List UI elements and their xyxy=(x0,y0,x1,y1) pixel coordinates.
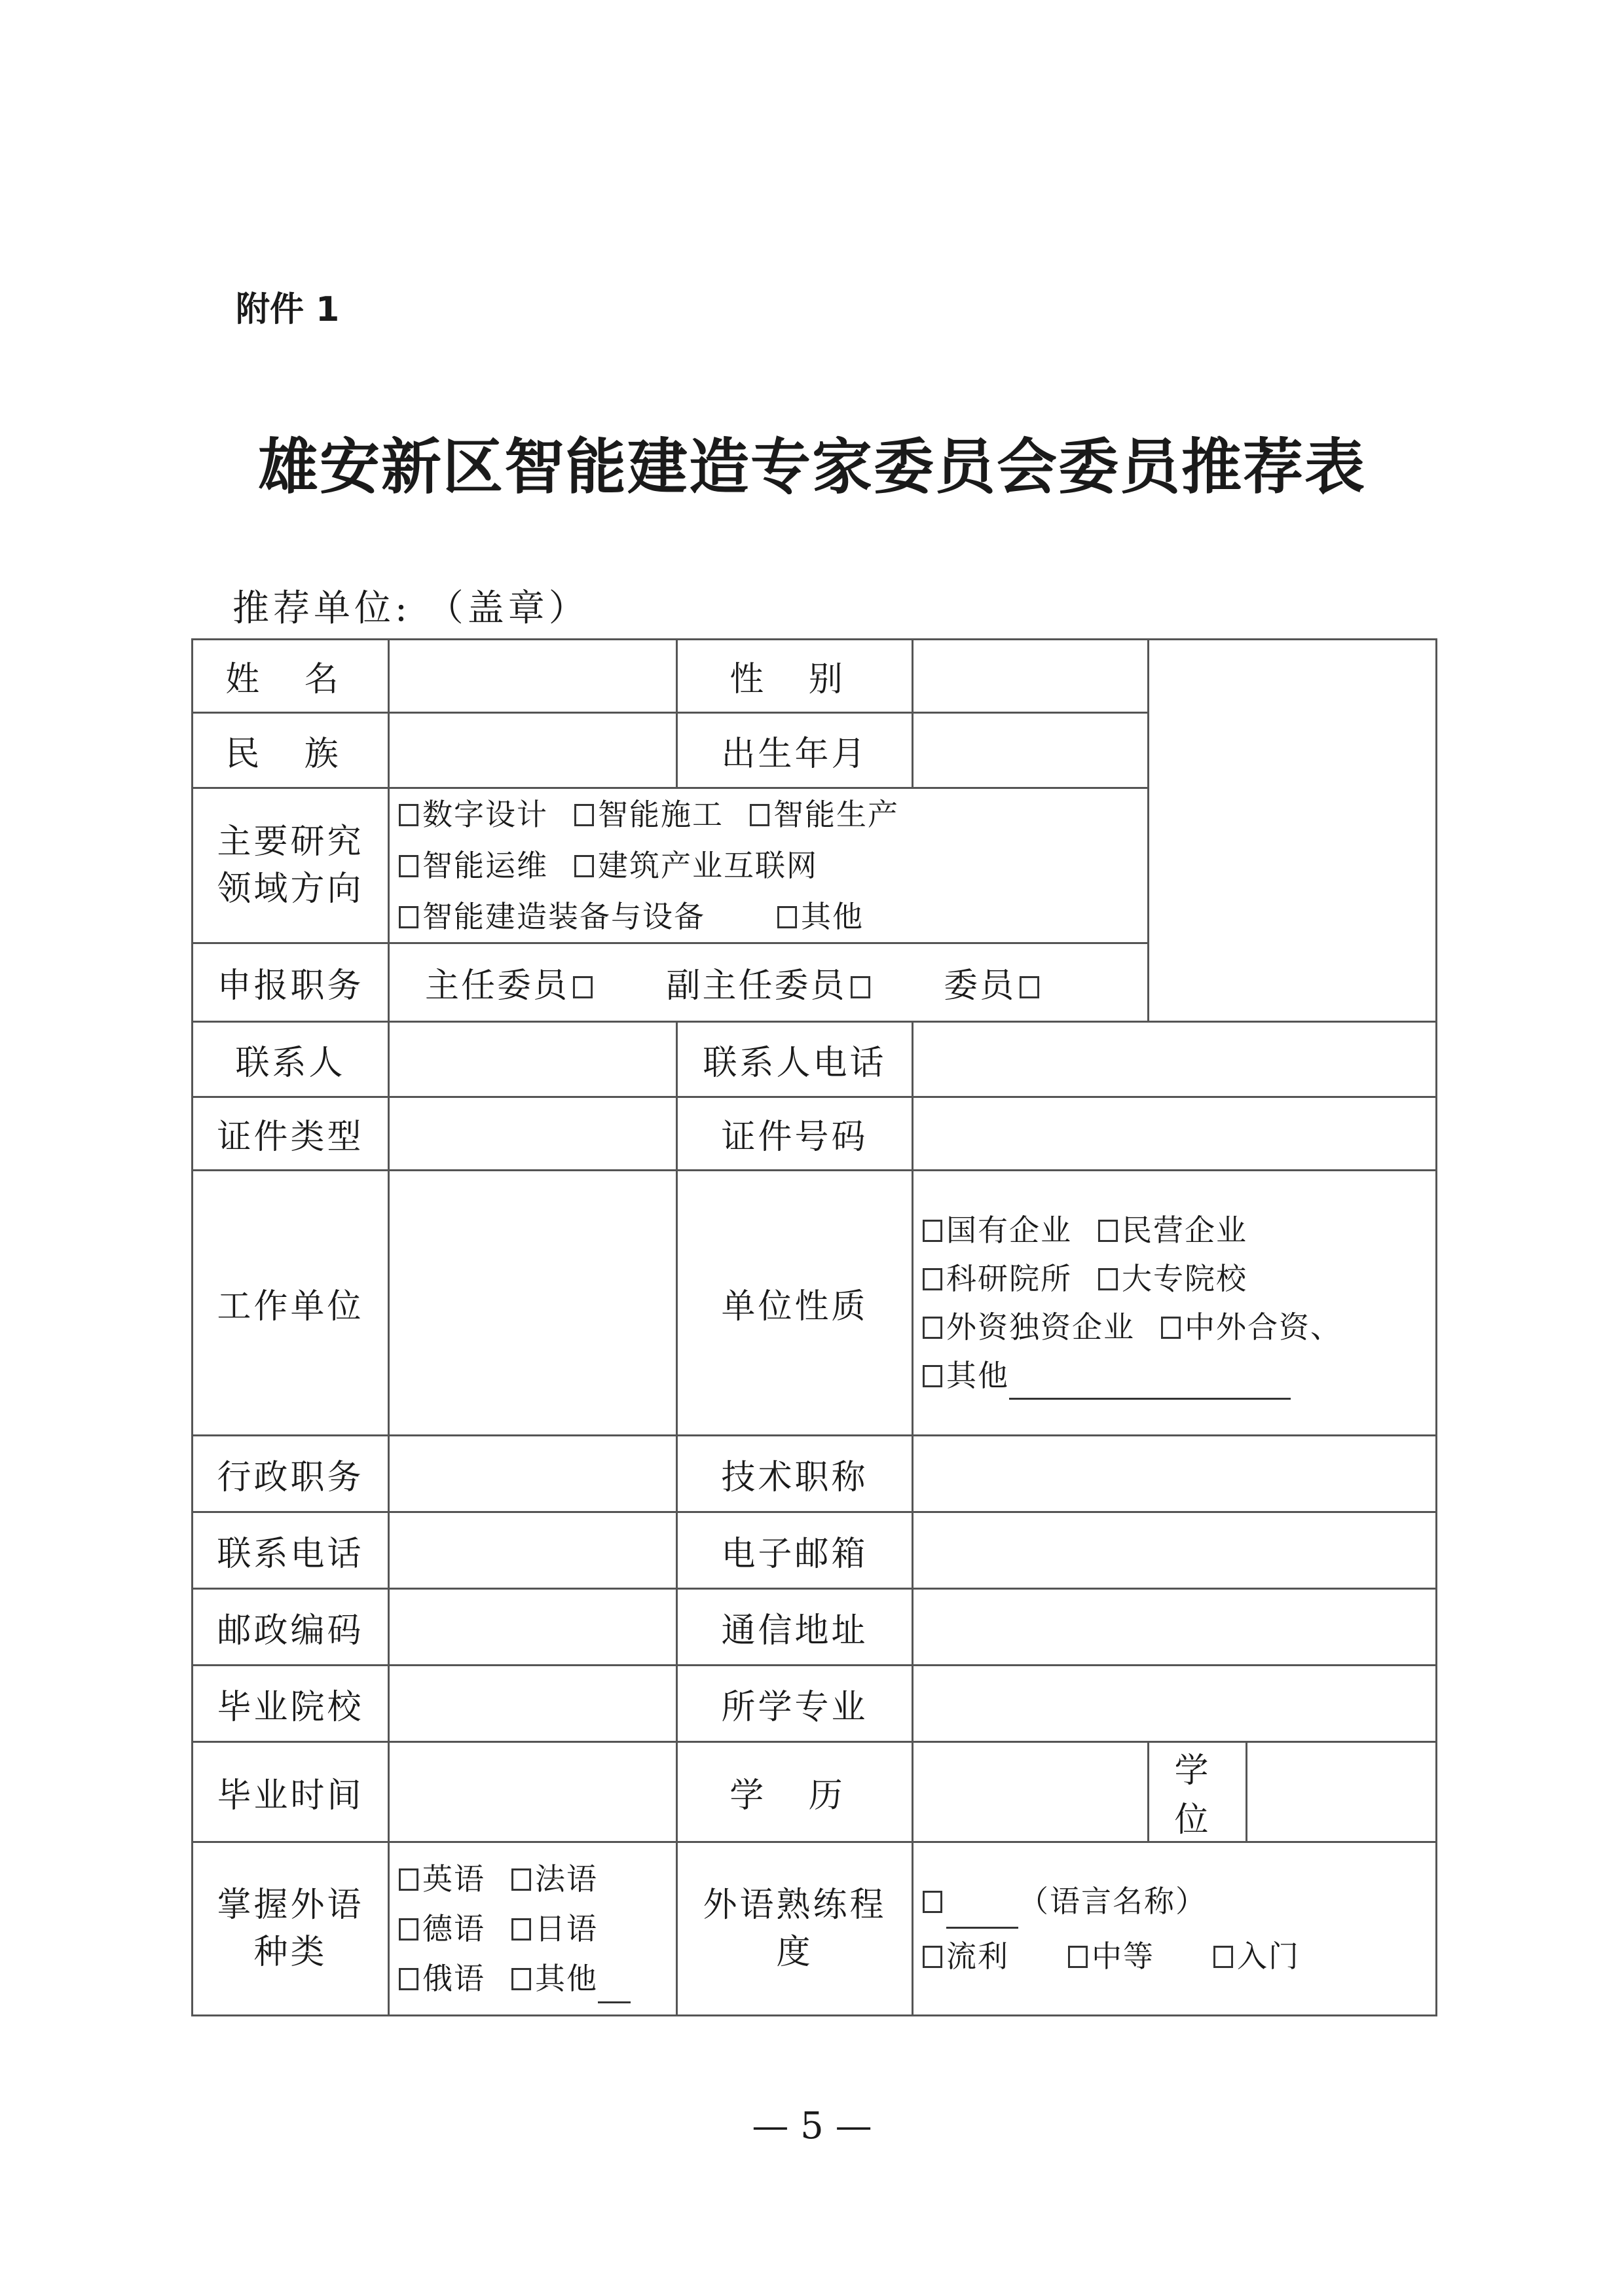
research-options xyxy=(389,788,1149,943)
unit-nature-options xyxy=(913,1171,1437,1436)
recommending-unit-label: 推荐单位: xyxy=(232,587,411,630)
recommending-unit xyxy=(232,579,589,632)
research-option[interactable]: 智能生产 xyxy=(750,789,899,840)
major-label: 所学专业 xyxy=(677,1666,913,1742)
major-cell[interactable] xyxy=(913,1666,1437,1742)
unit-nature-option[interactable]: 大专院校 xyxy=(1098,1254,1247,1303)
unit-nature-option[interactable]: 国有企业 xyxy=(923,1206,1072,1254)
position-label: 申报职务 xyxy=(193,943,389,1022)
checkbox[interactable] xyxy=(399,804,418,826)
education-label: 学 历 xyxy=(677,1742,913,1842)
ethnicity-cell[interactable] xyxy=(389,713,677,788)
language-option[interactable]: 英语 xyxy=(399,1854,485,1904)
postcode-cell[interactable] xyxy=(389,1589,677,1666)
checkbox[interactable] xyxy=(511,1918,531,1941)
name-label: 姓 名 xyxy=(193,640,389,713)
id-number-cell[interactable] xyxy=(913,1097,1437,1171)
address-label: 通信地址 xyxy=(677,1589,913,1666)
contact-person-cell[interactable] xyxy=(389,1022,677,1097)
phone-cell[interactable] xyxy=(389,1512,677,1589)
tech-title-cell[interactable] xyxy=(913,1436,1437,1512)
degree-label: 学 位 xyxy=(1149,1742,1247,1842)
form-row-school xyxy=(193,1666,1437,1742)
unit-nature-option[interactable]: 民营企业 xyxy=(1098,1206,1247,1254)
proficiency-label: 外语熟练程度 xyxy=(677,1842,913,2016)
research-option[interactable]: 智能运维 xyxy=(399,840,548,891)
research-option[interactable]: 数字设计 xyxy=(399,789,548,840)
contact-phone-label: 联系人电话 xyxy=(677,1022,913,1097)
checkbox[interactable] xyxy=(923,1946,942,1968)
languages-label: 掌握外语种类 xyxy=(193,1842,389,2016)
checkbox[interactable] xyxy=(923,1891,942,1913)
form-row-postcode xyxy=(193,1589,1437,1666)
unit-nature-option[interactable]: 其他 xyxy=(923,1351,1291,1400)
checkbox[interactable] xyxy=(1098,1268,1118,1290)
other-language-fill-line[interactable] xyxy=(598,1975,631,2003)
birth-label: 出生年月 xyxy=(677,713,913,788)
level-option[interactable]: 中等 xyxy=(1068,1929,1154,1984)
checkbox[interactable] xyxy=(1020,976,1039,998)
language-option[interactable]: 其他 xyxy=(511,1954,631,2003)
checkbox[interactable] xyxy=(1098,1220,1118,1242)
checkbox[interactable] xyxy=(399,855,418,877)
language-name-line[interactable] xyxy=(946,1901,1018,1929)
form-row-graduation xyxy=(193,1742,1437,1842)
admin-title-label: 行政职务 xyxy=(193,1436,389,1512)
recommendation-form xyxy=(191,638,1437,2016)
proficiency-options xyxy=(913,1842,1437,2016)
ethnicity-label: 民 族 xyxy=(193,713,389,788)
admin-title-cell[interactable] xyxy=(389,1436,677,1512)
role-option[interactable]: 委员 xyxy=(944,958,1043,1007)
checkbox[interactable] xyxy=(1068,1946,1088,1968)
unit-nature-option[interactable]: 中外合资、 xyxy=(1161,1303,1342,1351)
checkbox[interactable] xyxy=(573,976,593,998)
role-option[interactable]: 副主任委员 xyxy=(667,958,874,1007)
checkbox[interactable] xyxy=(574,855,594,877)
checkbox[interactable] xyxy=(399,1918,418,1941)
checkbox[interactable] xyxy=(1161,1317,1181,1339)
checkbox[interactable] xyxy=(1213,1946,1233,1968)
checkbox[interactable] xyxy=(923,1365,942,1387)
checkbox[interactable] xyxy=(750,804,769,826)
birth-cell[interactable] xyxy=(913,713,1149,788)
phone-label: 联系电话 xyxy=(193,1512,389,1589)
form-row-work-unit xyxy=(193,1171,1437,1436)
research-option[interactable]: 智能建造装备与设备 xyxy=(399,891,705,942)
unit-nature-option[interactable]: 外资独资企业 xyxy=(923,1303,1135,1351)
checkbox[interactable] xyxy=(511,1868,531,1891)
level-option[interactable]: 流利 xyxy=(923,1929,1009,1984)
id-type-cell[interactable] xyxy=(389,1097,677,1171)
position-options xyxy=(389,943,1149,1022)
contact-phone-cell[interactable] xyxy=(913,1022,1437,1097)
checkbox[interactable] xyxy=(399,906,418,928)
form-row-id xyxy=(193,1097,1437,1171)
seal-note: （盖章） xyxy=(426,587,589,630)
contact-person-label: 联系人 xyxy=(193,1022,389,1097)
form-row-languages xyxy=(193,1842,1437,2016)
name-cell[interactable] xyxy=(389,640,677,713)
checkbox[interactable] xyxy=(923,1220,942,1242)
checkbox[interactable] xyxy=(777,906,797,928)
research-option[interactable]: 其他 xyxy=(777,891,864,942)
form-row-admin xyxy=(193,1436,1437,1512)
school-cell[interactable] xyxy=(389,1666,677,1742)
id-number-label: 证件号码 xyxy=(677,1097,913,1171)
email-label: 电子邮箱 xyxy=(677,1512,913,1589)
form-row-contact xyxy=(193,1022,1437,1097)
page-number: — 5 — xyxy=(752,2105,872,2147)
checkbox[interactable] xyxy=(399,1868,418,1891)
gender-label: 性 别 xyxy=(677,640,913,713)
address-cell[interactable] xyxy=(913,1589,1437,1666)
form-row-name xyxy=(193,640,1437,713)
school-label: 毕业院校 xyxy=(193,1666,389,1742)
research-label: 主要研究领域方向 xyxy=(193,788,389,943)
form-row-phone xyxy=(193,1512,1437,1589)
grad-time-cell[interactable] xyxy=(389,1742,677,1842)
research-option[interactable]: 建筑产业互联网 xyxy=(574,840,818,891)
research-option[interactable]: 智能施工 xyxy=(574,789,724,840)
language-name-field[interactable]: （语言名称） xyxy=(923,1874,1207,1929)
photo-cell[interactable] xyxy=(1149,640,1437,1022)
checkbox[interactable] xyxy=(923,1268,942,1290)
email-cell[interactable] xyxy=(913,1512,1437,1589)
postcode-label: 邮政编码 xyxy=(193,1589,389,1666)
work-unit-cell[interactable] xyxy=(389,1171,677,1436)
degree-cell[interactable] xyxy=(1247,1742,1437,1842)
checkbox[interactable] xyxy=(399,1968,418,1990)
education-cell[interactable] xyxy=(913,1742,1149,1842)
tech-title-label: 技术职称 xyxy=(677,1436,913,1512)
checkbox[interactable] xyxy=(511,1968,531,1990)
level-option[interactable]: 入门 xyxy=(1213,1929,1300,1984)
checkbox[interactable] xyxy=(923,1317,942,1339)
attachment-label: 附件 1 xyxy=(236,290,340,329)
language-option[interactable]: 日语 xyxy=(511,1904,598,1954)
language-option[interactable]: 俄语 xyxy=(399,1954,485,2003)
checkbox[interactable] xyxy=(574,804,594,826)
grad-time-label: 毕业时间 xyxy=(193,1742,389,1842)
language-option[interactable]: 法语 xyxy=(511,1854,598,1904)
document-title: 雄安新区智能建造专家委员会委员推荐表 xyxy=(257,431,1366,502)
unit-nature-option[interactable]: 科研院所 xyxy=(923,1254,1072,1303)
role-option[interactable]: 主任委员 xyxy=(425,958,597,1007)
other-fill-line[interactable] xyxy=(1009,1372,1291,1400)
language-options xyxy=(389,1842,677,2016)
checkbox[interactable] xyxy=(851,976,870,998)
id-type-label: 证件类型 xyxy=(193,1097,389,1171)
work-unit-label: 工作单位 xyxy=(193,1171,389,1436)
language-option[interactable]: 德语 xyxy=(399,1904,485,1954)
gender-cell[interactable] xyxy=(913,640,1149,713)
unit-nature-label: 单位性质 xyxy=(677,1171,913,1436)
